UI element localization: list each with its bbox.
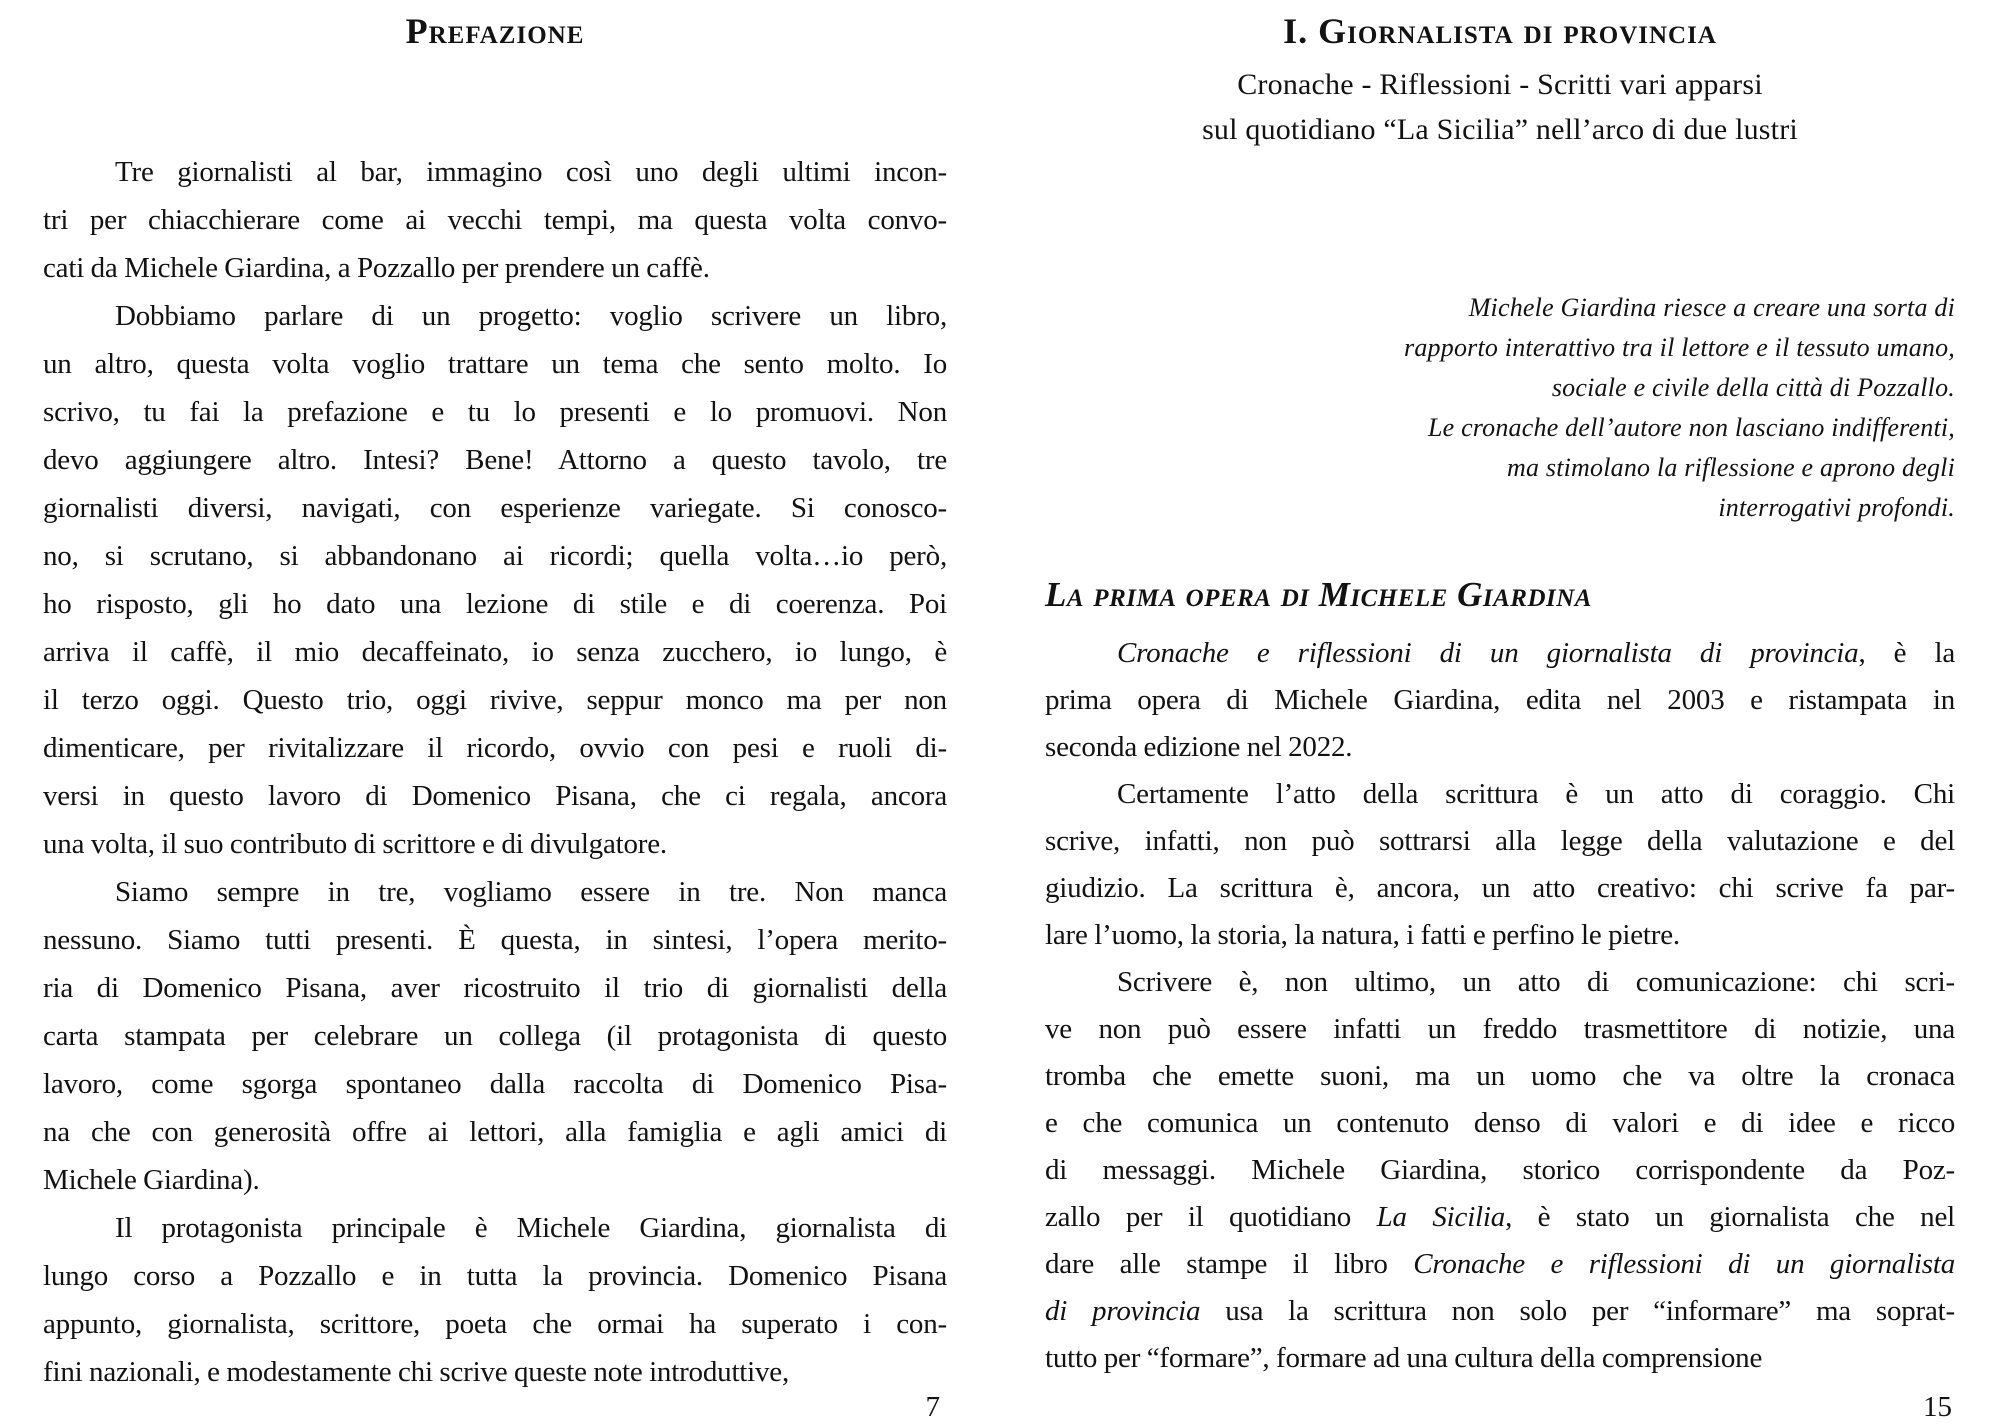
text-line	[1045, 912, 1955, 959]
text-run: , è la	[1858, 637, 1955, 669]
italic-text-run: Cronache e riflessioni di un giornalista di provincia	[1117, 637, 1859, 669]
text-run: lavoro, come sgorga spontaneo dalla raccolta di Domenico Pisa-	[43, 1068, 947, 1100]
paragraph	[43, 868, 947, 1204]
paragraph	[43, 292, 947, 868]
left-page-number: 7	[925, 1391, 940, 1423]
text-line	[43, 868, 947, 916]
text-run: una volta, il suo contributo di scrittore e di divulgatore.	[43, 828, 667, 860]
chapter-subtitle-line-2: sul quotidiano “La Sicilia” nell’arco di due lustri	[1202, 113, 1798, 146]
paragraph	[43, 148, 947, 292]
text-line	[1045, 1100, 1955, 1147]
text-run: ho risposto, gli ho dato una lezione di stile e di coerenza. Poi	[43, 588, 947, 620]
chapter-subtitle	[1045, 62, 1955, 152]
text-run: seconda edizione nel 2022.	[1045, 731, 1353, 763]
text-line	[43, 196, 947, 244]
text-run: Certamente l’atto della scrittura è un atto di coraggio. Chi	[1117, 778, 1955, 810]
text-line	[43, 292, 947, 340]
chapter-subtitle-line-1: Cronache - Riflessioni - Scritti vari apparsi	[1237, 68, 1763, 101]
text-run: tri per chiacchierare come ai vecchi tempi, ma questa volta convo-	[43, 204, 947, 236]
text-line	[43, 580, 947, 628]
text-run: tutto per “formare”, formare ad una cultura della comprensione	[1045, 1342, 1763, 1374]
text-run: Scrivere è, non ultimo, un atto di comunicazione: chi scri-	[1117, 966, 1955, 998]
text-line	[43, 820, 947, 868]
text-run: un altro, questa volta voglio trattare un tema che sento molto. Io	[43, 348, 947, 380]
text-line	[43, 1012, 947, 1060]
epigraph-line: sociale e civile della città di Pozzallo.	[1551, 373, 1955, 402]
text-line	[43, 724, 947, 772]
text-run: dare alle stampe il libro	[1045, 1248, 1414, 1280]
paragraph	[43, 1204, 947, 1396]
text-line	[43, 1204, 947, 1252]
text-run: scrivo, tu fai la prefazione e tu lo presenti e lo promuovi. Non	[43, 396, 947, 428]
text-run: zallo per il quotidiano	[1045, 1201, 1377, 1233]
text-run: fini nazionali, e modestamente chi scrive queste note introduttive,	[43, 1356, 790, 1388]
text-run: appunto, giornalista, scrittore, poeta che ormai ha superato i con-	[43, 1308, 947, 1340]
text-run: carta stampata per celebrare un collega (il protagonista di questo	[43, 1020, 947, 1052]
italic-text-run: La Sicilia	[1376, 1201, 1506, 1233]
text-run: Michele Giardina).	[43, 1164, 260, 1196]
text-line	[1045, 1335, 1955, 1382]
epigraph-line: interrogativi profondi.	[1718, 493, 1955, 522]
text-line	[1045, 677, 1955, 724]
epigraph-line: rapporto interattivo tra il lettore e il tessuto umano,	[1404, 333, 1955, 362]
left-page-body	[43, 148, 947, 1396]
text-run: Il protagonista principale è Michele Giardina, giornalista di	[115, 1212, 947, 1244]
text-run: ria di Domenico Pisana, aver ricostruito il trio di giornalisti della	[43, 972, 947, 1004]
text-line	[43, 148, 947, 196]
paragraph	[1045, 630, 1955, 771]
text-line	[43, 628, 947, 676]
epigraph-quote	[1045, 288, 1955, 528]
text-line	[43, 1108, 947, 1156]
italic-text-run: Cronache e riflessioni di un giornalista	[1413, 1248, 1955, 1280]
text-run: nessuno. Siamo tutti presenti. È questa, in sintesi, l’opera merito-	[43, 924, 947, 956]
text-line	[1045, 1241, 1955, 1288]
epigraph-line: ma stimolano la riflessione e aprono degli	[1507, 453, 1955, 482]
text-run: giudizio. La scrittura è, ancora, un atto creativo: chi scrive fa par-	[1045, 872, 1955, 904]
text-run: no, si scrutano, si abbandonano ai ricordi; quella volta…io però,	[43, 540, 947, 572]
text-line	[43, 916, 947, 964]
chapter-title: I. Giornalista di provincia	[1283, 11, 1717, 51]
text-run: dimenticare, per rivitalizzare il ricordo, ovvio con pesi e ruoli di-	[43, 732, 947, 764]
text-line	[43, 1300, 947, 1348]
text-line	[43, 484, 947, 532]
text-line	[1045, 818, 1955, 865]
text-run: Tre giornalisti al bar, immagino così uno degli ultimi incon-	[115, 156, 947, 188]
text-run: ve non può essere infatti un freddo trasmettitore di notizie, una	[1045, 1013, 1955, 1045]
text-line	[43, 436, 947, 484]
text-run: na che con generosità offre ai lettori, alla famiglia e agli amici di	[43, 1116, 947, 1148]
right-page-body	[1045, 630, 1955, 1382]
text-line	[43, 388, 947, 436]
text-run: Dobbiamo parlare di un progetto: voglio scrivere un libro,	[115, 300, 947, 332]
text-run: giornalisti diversi, navigati, con esperienze variegate. Si conosco-	[43, 492, 947, 524]
text-run: Siamo sempre in tre, vogliamo essere in tre. Non manca	[115, 876, 947, 908]
text-run: devo aggiungere altro. Intesi? Bene! Attorno a questo tavolo, tre	[43, 444, 947, 476]
text-run: usa la scrittura non solo per “informare” ma soprat-	[1200, 1295, 1955, 1327]
text-run: arriva il caffè, il mio decaffeinato, io senza zucchero, io lungo, è	[43, 636, 947, 668]
text-run: cati da Michele Giardina, a Pozzallo per prendere un caffè.	[43, 252, 710, 284]
text-line	[1045, 865, 1955, 912]
text-line	[1045, 771, 1955, 818]
text-run: , è stato un giornalista che nel	[1505, 1201, 1955, 1233]
text-line	[1045, 630, 1955, 677]
text-line	[43, 676, 947, 724]
text-line	[43, 1348, 947, 1396]
text-line	[43, 1252, 947, 1300]
text-line	[1045, 1194, 1955, 1241]
italic-text-run: di provincia	[1045, 1295, 1201, 1327]
epigraph-line: Le cronache dell’autore non lasciano indifferenti,	[1427, 413, 1955, 442]
text-line	[43, 532, 947, 580]
text-line	[1045, 724, 1955, 771]
text-line	[43, 1060, 947, 1108]
text-line	[43, 244, 947, 292]
right-page-number: 15	[1923, 1391, 1952, 1423]
text-line	[1045, 1053, 1955, 1100]
text-line	[1045, 1147, 1955, 1194]
epigraph-line: Michele Giardina riesce a creare una sorta di	[1468, 293, 1955, 322]
text-line	[43, 964, 947, 1012]
text-run: tromba che emette suoni, ma un uomo che va oltre la cronaca	[1045, 1060, 1955, 1092]
text-run: prima opera di Michele Giardina, edita nel 2003 e ristampata in	[1045, 684, 1955, 716]
text-run: scrive, infatti, non può sottrarsi alla legge della valutazione e del	[1045, 825, 1955, 857]
text-run: lungo corso a Pozzallo e in tutta la provincia. Domenico Pisana	[43, 1260, 947, 1292]
text-run: di messaggi. Michele Giardina, storico corrispondente da Poz-	[1045, 1154, 1955, 1186]
paragraph	[1045, 959, 1955, 1382]
text-line	[43, 1156, 947, 1204]
text-run: versi in questo lavoro di Domenico Pisana, che ci regala, ancora	[43, 780, 947, 812]
left-page-title: Prefazione	[405, 11, 585, 51]
text-line	[43, 340, 947, 388]
text-run: il terzo oggi. Questo trio, oggi rivive, seppur monco ma per non	[43, 684, 947, 716]
section-heading: La prima opera di Michele Giardina	[1045, 575, 1592, 614]
page-right	[1000, 0, 2000, 1425]
text-run: lare l’uomo, la storia, la natura, i fatti e perfino le pietre.	[1045, 919, 1680, 951]
text-line	[1045, 959, 1955, 1006]
text-line	[43, 772, 947, 820]
text-line	[1045, 1288, 1955, 1335]
text-run: e che comunica un contenuto denso di valori e di idee e ricco	[1045, 1107, 1955, 1139]
paragraph	[1045, 771, 1955, 959]
text-line	[1045, 1006, 1955, 1053]
